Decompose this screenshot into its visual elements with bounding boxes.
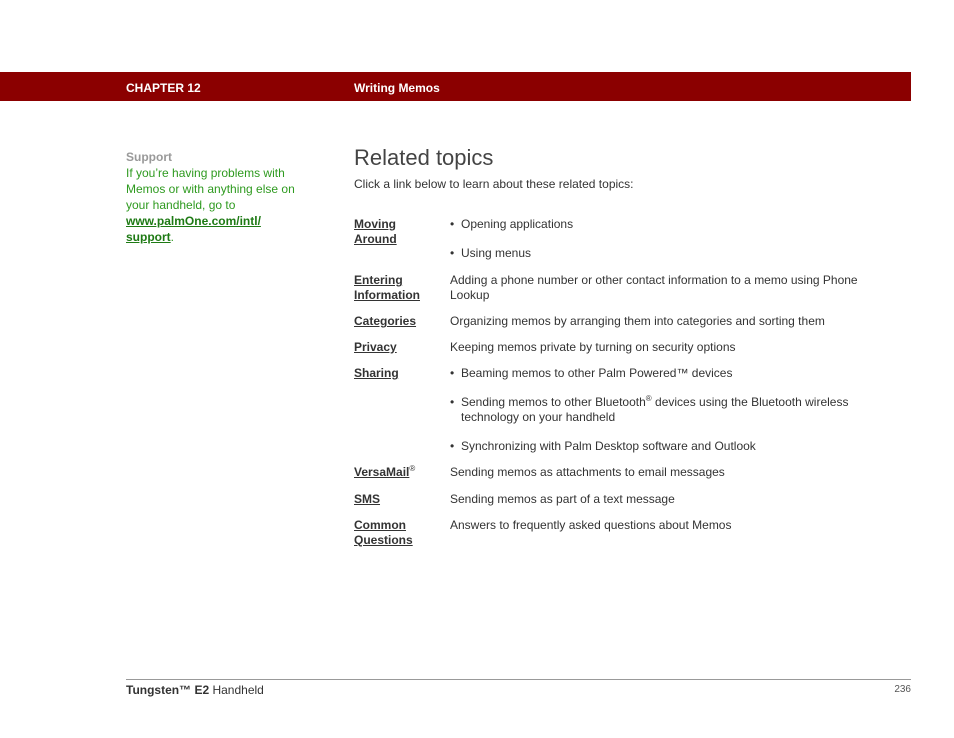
- page-title: Related topics: [354, 145, 494, 170]
- versamail-desc: Sending memos as attachments to email messages: [450, 465, 725, 479]
- moving-around-link[interactable]: [354, 217, 450, 273]
- topic-row-sms: [354, 492, 899, 518]
- intro-text: Click a link below to learn about these related topics:: [354, 177, 634, 191]
- list-item: [450, 439, 899, 454]
- bullet-text: Using menus: [461, 246, 532, 260]
- sharing-desc: [450, 366, 899, 465]
- support-period: .: [170, 230, 175, 244]
- common-questions-desc: Answers to frequently asked questions about Memos: [450, 518, 732, 532]
- bullet-text: Sending memos to other Bluetooth® devices using the Bluetooth wireless technology on your handheld: [461, 394, 849, 424]
- list-item: [450, 395, 899, 439]
- topic-row-moving-around: [354, 217, 899, 273]
- topic-row-privacy: [354, 340, 899, 366]
- related-topics-table: [354, 217, 899, 548]
- support-description: If you’re having problems with Memos or with anything else on your handheld, go to: [126, 166, 295, 212]
- common-questions-link-line1: Common: [354, 518, 406, 532]
- common-questions-link-line2: Questions: [354, 533, 413, 547]
- list-item: [450, 217, 899, 246]
- footer-product-suffix: Handheld: [209, 683, 264, 697]
- support-heading: Support: [126, 150, 172, 164]
- support-link[interactable]: [126, 214, 261, 244]
- bullet-icon: •: [450, 246, 455, 260]
- topic-row-common-questions: [354, 518, 899, 548]
- support-sidebar: [126, 149, 301, 245]
- versamail-link[interactable]: VersaMail: [354, 465, 410, 479]
- chapter-number: CHAPTER 12: [126, 81, 201, 95]
- privacy-desc: Keeping memos private by turning on security options: [450, 340, 736, 354]
- bullet-text: Beaming memos to other Palm Powered™ devices: [461, 366, 733, 380]
- topic-row-categories: [354, 314, 899, 340]
- bullet-icon: •: [450, 439, 455, 453]
- moving-around-link-line1: Moving: [354, 217, 396, 231]
- footer-product: [126, 683, 264, 697]
- support-text: [126, 165, 301, 245]
- categories-desc: Organizing memos by arranging them into categories and sorting them: [450, 314, 825, 328]
- footer-product-name: Tungsten™ E2: [126, 683, 210, 697]
- footer-divider: [126, 679, 911, 680]
- support-link-line2: support: [126, 230, 171, 244]
- privacy-link[interactable]: Privacy: [354, 340, 397, 354]
- entering-information-desc: Adding a phone number or other contact information to a memo using Phone Lookup: [450, 273, 858, 302]
- list-item: [450, 366, 899, 395]
- bullet-text: Synchronizing with Palm Desktop software and Outlook: [461, 439, 756, 453]
- support-link-line1: www.palmOne.com/intl/: [126, 214, 261, 228]
- registered-mark: ®: [409, 464, 416, 473]
- list-item: [450, 246, 899, 261]
- topic-row-versamail: [354, 465, 899, 492]
- categories-link[interactable]: Categories: [354, 314, 417, 328]
- sms-link[interactable]: SMS: [354, 492, 381, 506]
- entering-information-link[interactable]: [354, 273, 450, 314]
- chapter-title: Writing Memos: [354, 81, 440, 95]
- moving-around-link-line2: Around: [354, 232, 397, 246]
- versamail-cell: [354, 465, 450, 492]
- sharing-link[interactable]: Sharing: [354, 366, 399, 380]
- bullet-icon: •: [450, 395, 455, 409]
- topic-row-entering-information: [354, 273, 899, 314]
- bullet-icon: •: [450, 217, 455, 231]
- page-number: 236: [894, 684, 911, 695]
- moving-around-desc: [450, 217, 899, 273]
- entering-information-link-line2: Information: [354, 288, 420, 302]
- sms-desc: Sending memos as part of a text message: [450, 492, 675, 506]
- bullet-text: Opening applications: [461, 217, 574, 231]
- topic-row-sharing: [354, 366, 899, 465]
- entering-information-link-line1: Entering: [354, 273, 403, 287]
- common-questions-link[interactable]: [354, 518, 450, 548]
- main-content: [354, 143, 899, 547]
- bullet-icon: •: [450, 366, 455, 380]
